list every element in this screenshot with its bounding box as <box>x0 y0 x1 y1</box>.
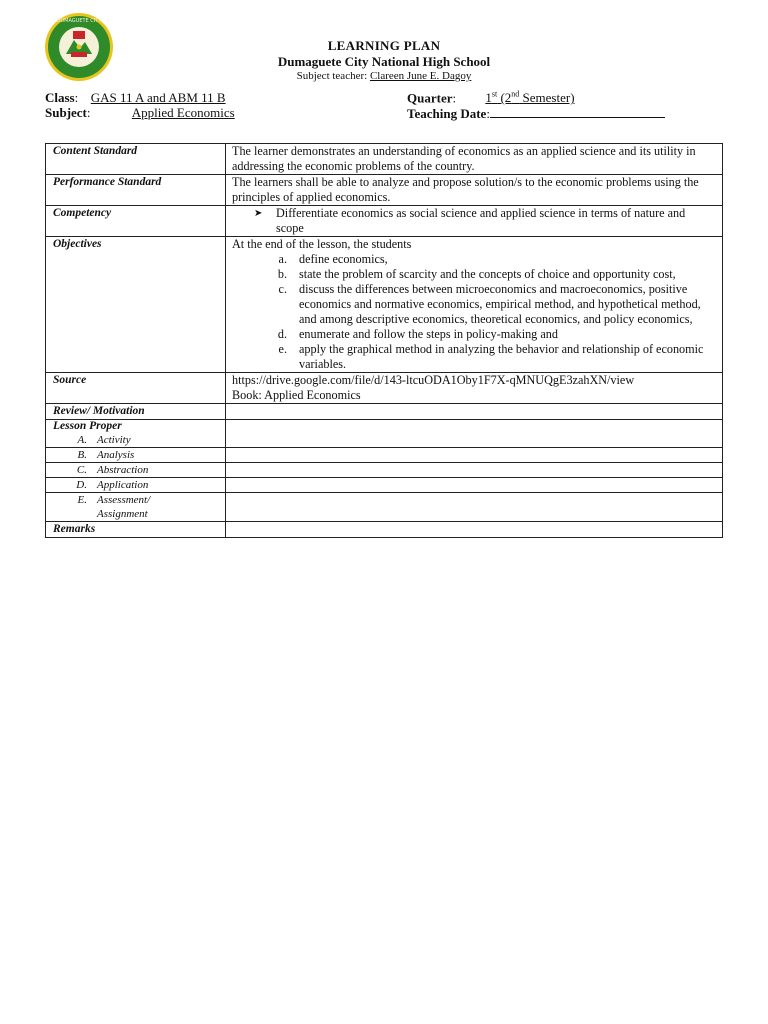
performance-standard-label: Performance Standard <box>46 175 226 206</box>
objectives-intro: At the end of the lesson, the students <box>232 237 412 251</box>
list-item: b. state the problem of scarcity and the concepts of choice and opportunity cost, <box>277 267 676 281</box>
application-value <box>226 478 723 493</box>
table-row <box>46 522 723 538</box>
competency-label: Competency <box>46 206 226 237</box>
objectives-label: Objectives <box>46 237 226 373</box>
quarter-field: Quarter: 1st (2nd Semester) <box>407 90 654 106</box>
document-title: LEARNING PLAN <box>327 38 441 53</box>
document-header <box>0 38 768 82</box>
remarks-label: Remarks <box>46 522 226 538</box>
table-row <box>46 175 723 206</box>
table-row <box>46 206 723 237</box>
competency-item <box>232 206 716 236</box>
table-row <box>46 373 723 404</box>
arrow-bullet-icon: ➤ <box>254 208 263 219</box>
lesson-proper-label: Lesson Proper <box>53 420 122 432</box>
subject-field: Subject: Applied Economics <box>45 105 251 121</box>
source-link[interactable]: https://drive.google.com/file/d/143-ltcuODA1Oby1F7X-qMNUQgE3zahXN/view <box>232 373 635 387</box>
school-name: Dumaguete City National High School <box>277 54 491 69</box>
abstraction-value <box>226 463 723 478</box>
subject-value: Applied Economics <box>131 105 235 120</box>
source-label: Source <box>46 373 226 404</box>
activity-value <box>226 420 723 448</box>
table-row <box>46 478 723 493</box>
assessment-value <box>226 493 723 522</box>
svg-text:DUMAGUETE CITY: DUMAGUETE CITY <box>56 18 102 24</box>
class-field: Class: GAS 11 A and ABM 11 B <box>45 90 234 106</box>
class-value: GAS 11 A and ABM 11 B <box>90 90 226 105</box>
lesson-part: E. Assessment/ Assignment <box>77 494 151 520</box>
table-row <box>46 493 723 522</box>
competency-value: Differentiate economics as social science and applied science in terms of nature and scope <box>276 206 686 235</box>
quarter-value: 1st (2nd Semester) <box>485 90 575 106</box>
list-item: a. define economics, <box>278 252 388 266</box>
content-standard-label: Content Standard <box>46 144 226 175</box>
teaching-date-blank <box>490 105 665 118</box>
list-item: d. enumerate and follow the steps in policy-making and <box>277 327 558 341</box>
review-motivation-label: Review/ Motivation <box>46 404 226 420</box>
objectives-list <box>232 252 716 372</box>
teaching-date-field: Teaching Date: <box>407 105 665 122</box>
lesson-part: B. Analysis <box>77 449 135 461</box>
source-book: Book: Applied Economics <box>232 388 361 402</box>
lesson-part: A. Activity <box>77 434 131 446</box>
list-item: c. discuss the differences between microeconomics and macroeconomics, positive economics and normative economics, empirical method, and hypothetical method, and among descriptive economics, theoretical economics, and policy economics, <box>278 282 701 326</box>
subject-teacher: Subject teacher: Clareen June E. Dagoy <box>296 70 472 82</box>
table-row <box>46 237 723 373</box>
performance-standard-value: The learners shall be able to analyze and propose solution/s to the economic problems using the principles of applied economics. <box>226 175 723 206</box>
table-row <box>46 463 723 478</box>
table-row <box>46 420 723 448</box>
list-item: e. apply the graphical method in analyzing the behavior and relationship of economic variables. <box>278 342 704 371</box>
review-motivation-value <box>226 404 723 420</box>
content-standard-value: The learner demonstrates an understanding of economics as an applied science and its utility in addressing the economic problems of the country. <box>226 144 723 175</box>
table-row <box>46 404 723 420</box>
table-row <box>46 448 723 463</box>
remarks-value <box>226 522 723 538</box>
table-row <box>46 144 723 175</box>
teacher-name: Clareen June E. Dagoy <box>369 70 472 82</box>
analysis-value <box>226 448 723 463</box>
lesson-part: D. Application <box>76 479 149 491</box>
lesson-part: C. Abstraction <box>76 464 149 476</box>
learning-plan-table <box>45 143 723 538</box>
